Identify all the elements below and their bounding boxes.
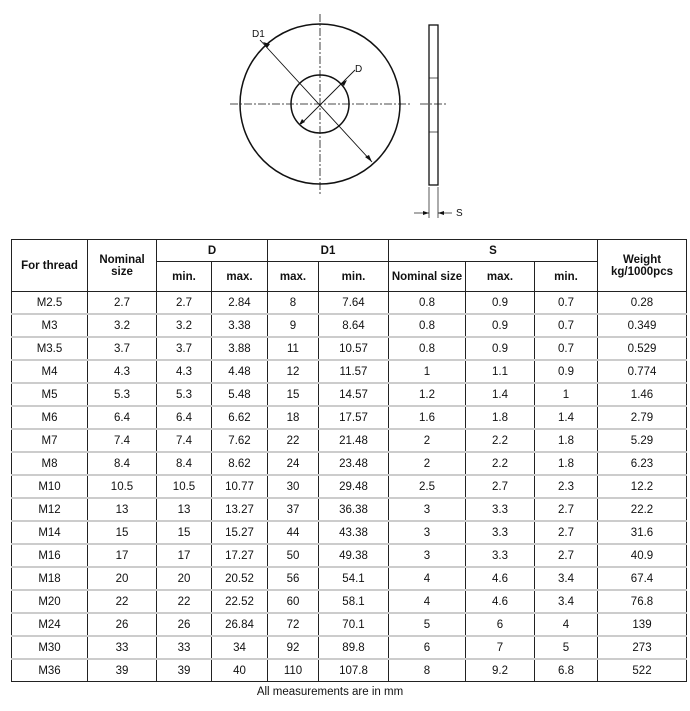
header-s-min: min. xyxy=(535,262,598,292)
table-cell: 1.1 xyxy=(466,360,535,383)
header-s: S xyxy=(389,240,598,262)
table-cell: 67.4 xyxy=(598,567,687,590)
table-cell: 34 xyxy=(212,636,268,659)
table-row xyxy=(12,590,687,613)
table-cell: 0.529 xyxy=(598,337,687,360)
table-cell: 0.28 xyxy=(598,292,687,315)
table-cell: 20.52 xyxy=(212,567,268,590)
table-cell: M10 xyxy=(12,475,88,498)
table-cell: 3.4 xyxy=(535,567,598,590)
table-cell: 37 xyxy=(268,498,319,521)
table-row xyxy=(12,314,687,337)
table-cell: M30 xyxy=(12,636,88,659)
table-cell: 26.84 xyxy=(212,613,268,636)
table-cell: 13.27 xyxy=(212,498,268,521)
table-cell: 3.2 xyxy=(157,314,212,337)
table-cell: 10.5 xyxy=(157,475,212,498)
table-cell: 7 xyxy=(466,636,535,659)
table-cell: 0.9 xyxy=(466,314,535,337)
table-cell: 17.27 xyxy=(212,544,268,567)
header-d1-max: max. xyxy=(268,262,319,292)
table-cell: 273 xyxy=(598,636,687,659)
table-cell: M2.5 xyxy=(12,292,88,315)
table-cell: M14 xyxy=(12,521,88,544)
table-cell: 22.2 xyxy=(598,498,687,521)
table-cell: 22 xyxy=(88,590,157,613)
table-cell: 20 xyxy=(88,567,157,590)
table-cell: 1.2 xyxy=(389,383,466,406)
washer-dimensions-table xyxy=(11,239,687,682)
d1-dimension-line xyxy=(260,40,372,162)
table-cell: 92 xyxy=(268,636,319,659)
table-cell: M6 xyxy=(12,406,88,429)
table-row xyxy=(12,452,687,475)
table-cell: 5 xyxy=(535,636,598,659)
table-cell: 15 xyxy=(268,383,319,406)
table-cell: 1.8 xyxy=(535,429,598,452)
table-cell: 17.57 xyxy=(319,406,389,429)
table-cell: 26 xyxy=(157,613,212,636)
table-cell: 2.7 xyxy=(157,292,212,315)
table-cell: 2.7 xyxy=(535,521,598,544)
table-cell: 0.7 xyxy=(535,314,598,337)
header-d1-min: min. xyxy=(319,262,389,292)
table-cell: 33 xyxy=(157,636,212,659)
table-cell: 49.38 xyxy=(319,544,389,567)
table-row xyxy=(12,567,687,590)
table-cell: 44 xyxy=(268,521,319,544)
table-cell: 26 xyxy=(88,613,157,636)
table-cell: 39 xyxy=(157,659,212,682)
center-lines xyxy=(230,14,446,196)
washer-technical-drawing xyxy=(0,0,690,235)
table-row xyxy=(12,429,687,452)
table-cell: 3.4 xyxy=(535,590,598,613)
table-cell: 70.1 xyxy=(319,613,389,636)
table-cell: M36 xyxy=(12,659,88,682)
table-cell: 20 xyxy=(157,567,212,590)
table-cell: 3 xyxy=(389,521,466,544)
table-cell: 6 xyxy=(466,613,535,636)
table-cell: 17 xyxy=(157,544,212,567)
table-cell: 24 xyxy=(268,452,319,475)
table-cell: 58.1 xyxy=(319,590,389,613)
header-nominal-size: Nominal size xyxy=(88,240,157,292)
table-cell: 8.64 xyxy=(319,314,389,337)
table-cell: 5.3 xyxy=(157,383,212,406)
table-cell: 3.3 xyxy=(466,544,535,567)
table-row xyxy=(12,613,687,636)
table-cell: 2.2 xyxy=(466,429,535,452)
table-cell: 1.8 xyxy=(535,452,598,475)
table-cell: 522 xyxy=(598,659,687,682)
table-cell: 139 xyxy=(598,613,687,636)
table-cell: 12 xyxy=(268,360,319,383)
table-cell: 14.57 xyxy=(319,383,389,406)
table-cell: 3.7 xyxy=(88,337,157,360)
table-cell: 2.84 xyxy=(212,292,268,315)
table-row xyxy=(12,383,687,406)
table-row xyxy=(12,636,687,659)
table-cell: 0.774 xyxy=(598,360,687,383)
table-cell: 8.4 xyxy=(157,452,212,475)
table-cell: 7.62 xyxy=(212,429,268,452)
table-cell: M3 xyxy=(12,314,88,337)
table-cell: 10.77 xyxy=(212,475,268,498)
table-cell: M8 xyxy=(12,452,88,475)
table-cell: 3.7 xyxy=(157,337,212,360)
table-cell: 15 xyxy=(157,521,212,544)
table-cell: 39 xyxy=(88,659,157,682)
table-cell: M24 xyxy=(12,613,88,636)
table-cell: 0.7 xyxy=(535,337,598,360)
table-cell: 4 xyxy=(535,613,598,636)
d1-label: D1 xyxy=(252,29,265,40)
table-cell: 2.7 xyxy=(88,292,157,315)
table-row xyxy=(12,475,687,498)
table-cell: 5 xyxy=(389,613,466,636)
table-cell: 107.8 xyxy=(319,659,389,682)
table-cell: 56 xyxy=(268,567,319,590)
header-weight: Weight kg/1000pcs xyxy=(598,240,687,292)
table-cell: 1.8 xyxy=(466,406,535,429)
table-row xyxy=(12,659,687,682)
table-cell: 23.48 xyxy=(319,452,389,475)
table-cell: 22.52 xyxy=(212,590,268,613)
table-cell: 1 xyxy=(389,360,466,383)
table-cell: 3.2 xyxy=(88,314,157,337)
header-s-nominal: Nominal size xyxy=(389,262,466,292)
table-cell: M4 xyxy=(12,360,88,383)
table-cell: 1.46 xyxy=(598,383,687,406)
table-row xyxy=(12,406,687,429)
table-cell: 4 xyxy=(389,590,466,613)
table-cell: 0.8 xyxy=(389,292,466,315)
table-cell: 13 xyxy=(157,498,212,521)
table-body xyxy=(12,292,687,682)
table-row xyxy=(12,498,687,521)
table-cell: 4.6 xyxy=(466,590,535,613)
table-cell: M3.5 xyxy=(12,337,88,360)
table-cell: 7.4 xyxy=(88,429,157,452)
table-cell: 72 xyxy=(268,613,319,636)
table-cell: 4.3 xyxy=(88,360,157,383)
table-cell: M16 xyxy=(12,544,88,567)
table-cell: 7.4 xyxy=(157,429,212,452)
table-cell: 8.62 xyxy=(212,452,268,475)
table-cell: M12 xyxy=(12,498,88,521)
header-s-max: max. xyxy=(466,262,535,292)
table-cell: 11 xyxy=(268,337,319,360)
table-cell: 4.48 xyxy=(212,360,268,383)
table-cell: 5.3 xyxy=(88,383,157,406)
table-cell: 40.9 xyxy=(598,544,687,567)
table-cell: 4.6 xyxy=(466,567,535,590)
table-cell: 33 xyxy=(88,636,157,659)
table-cell: 10.57 xyxy=(319,337,389,360)
table-cell: 2 xyxy=(389,452,466,475)
measurement-note: All measurements are in mm xyxy=(256,686,404,698)
table-cell: 31.6 xyxy=(598,521,687,544)
table-cell: 9.2 xyxy=(466,659,535,682)
table-cell: 6 xyxy=(389,636,466,659)
table-cell: M18 xyxy=(12,567,88,590)
table-cell: 40 xyxy=(212,659,268,682)
table-cell: 1.4 xyxy=(535,406,598,429)
table-cell: 0.9 xyxy=(466,292,535,315)
table-cell: 3 xyxy=(389,544,466,567)
table-cell: 0.9 xyxy=(535,360,598,383)
table-cell: 8.4 xyxy=(88,452,157,475)
table-cell: 6.4 xyxy=(157,406,212,429)
table-cell: 21.48 xyxy=(319,429,389,452)
table-cell: 89.8 xyxy=(319,636,389,659)
table-cell: 11.57 xyxy=(319,360,389,383)
table-cell: 17 xyxy=(88,544,157,567)
table-cell: 3 xyxy=(389,498,466,521)
table-cell: 15.27 xyxy=(212,521,268,544)
table-cell: 1.6 xyxy=(389,406,466,429)
table-cell: 0.8 xyxy=(389,314,466,337)
table-cell: 8 xyxy=(268,292,319,315)
table-cell: 110 xyxy=(268,659,319,682)
table-cell: 4 xyxy=(389,567,466,590)
table-cell: 15 xyxy=(88,521,157,544)
header-d-min: min. xyxy=(157,262,212,292)
header-d-max: max. xyxy=(212,262,268,292)
table-cell: 1.4 xyxy=(466,383,535,406)
table-cell: 2.7 xyxy=(535,544,598,567)
table-row xyxy=(12,292,687,315)
table-cell: 2.3 xyxy=(535,475,598,498)
table-cell: 2.7 xyxy=(466,475,535,498)
table-cell: 36.38 xyxy=(319,498,389,521)
table-cell: 18 xyxy=(268,406,319,429)
s-label: S xyxy=(456,208,463,219)
table-cell: 2.2 xyxy=(466,452,535,475)
table-cell: 0.9 xyxy=(466,337,535,360)
table-row xyxy=(12,521,687,544)
header-d: D xyxy=(157,240,268,262)
table-cell: 8 xyxy=(389,659,466,682)
table-cell: 4.3 xyxy=(157,360,212,383)
table-cell: 6.23 xyxy=(598,452,687,475)
table-cell: 0.8 xyxy=(389,337,466,360)
table-cell: 9 xyxy=(268,314,319,337)
table-cell: 10.5 xyxy=(88,475,157,498)
table-cell: 0.349 xyxy=(598,314,687,337)
table-cell: M7 xyxy=(12,429,88,452)
table-cell: 3.3 xyxy=(466,498,535,521)
table-cell: 2.79 xyxy=(598,406,687,429)
table-row xyxy=(12,360,687,383)
table-cell: 6.62 xyxy=(212,406,268,429)
table-cell: 12.2 xyxy=(598,475,687,498)
table-cell: 13 xyxy=(88,498,157,521)
header-d1: D1 xyxy=(268,240,389,262)
table-row xyxy=(12,544,687,567)
washer-side-view xyxy=(429,25,438,185)
table-cell: 2.5 xyxy=(389,475,466,498)
table-cell: 6.4 xyxy=(88,406,157,429)
table-cell: 5.48 xyxy=(212,383,268,406)
table-cell: 50 xyxy=(268,544,319,567)
table-cell: 22 xyxy=(157,590,212,613)
d-label: D xyxy=(355,64,363,75)
table-cell: 43.38 xyxy=(319,521,389,544)
table-cell: 2.7 xyxy=(535,498,598,521)
table-row xyxy=(12,337,687,360)
table-cell: 7.64 xyxy=(319,292,389,315)
table-cell: 3.3 xyxy=(466,521,535,544)
table-cell: 1 xyxy=(535,383,598,406)
header-for-thread: For thread xyxy=(12,240,88,292)
table-cell: 30 xyxy=(268,475,319,498)
table-cell: 6.8 xyxy=(535,659,598,682)
table-cell: 5.29 xyxy=(598,429,687,452)
table-cell: 22 xyxy=(268,429,319,452)
table-cell: 76.8 xyxy=(598,590,687,613)
table-cell: 0.7 xyxy=(535,292,598,315)
table-cell: M20 xyxy=(12,590,88,613)
table-cell: 60 xyxy=(268,590,319,613)
table-cell: 29.48 xyxy=(319,475,389,498)
table-cell: 3.88 xyxy=(212,337,268,360)
table-cell: 54.1 xyxy=(319,567,389,590)
table-cell: M5 xyxy=(12,383,88,406)
table-cell: 3.38 xyxy=(212,314,268,337)
table-cell: 2 xyxy=(389,429,466,452)
